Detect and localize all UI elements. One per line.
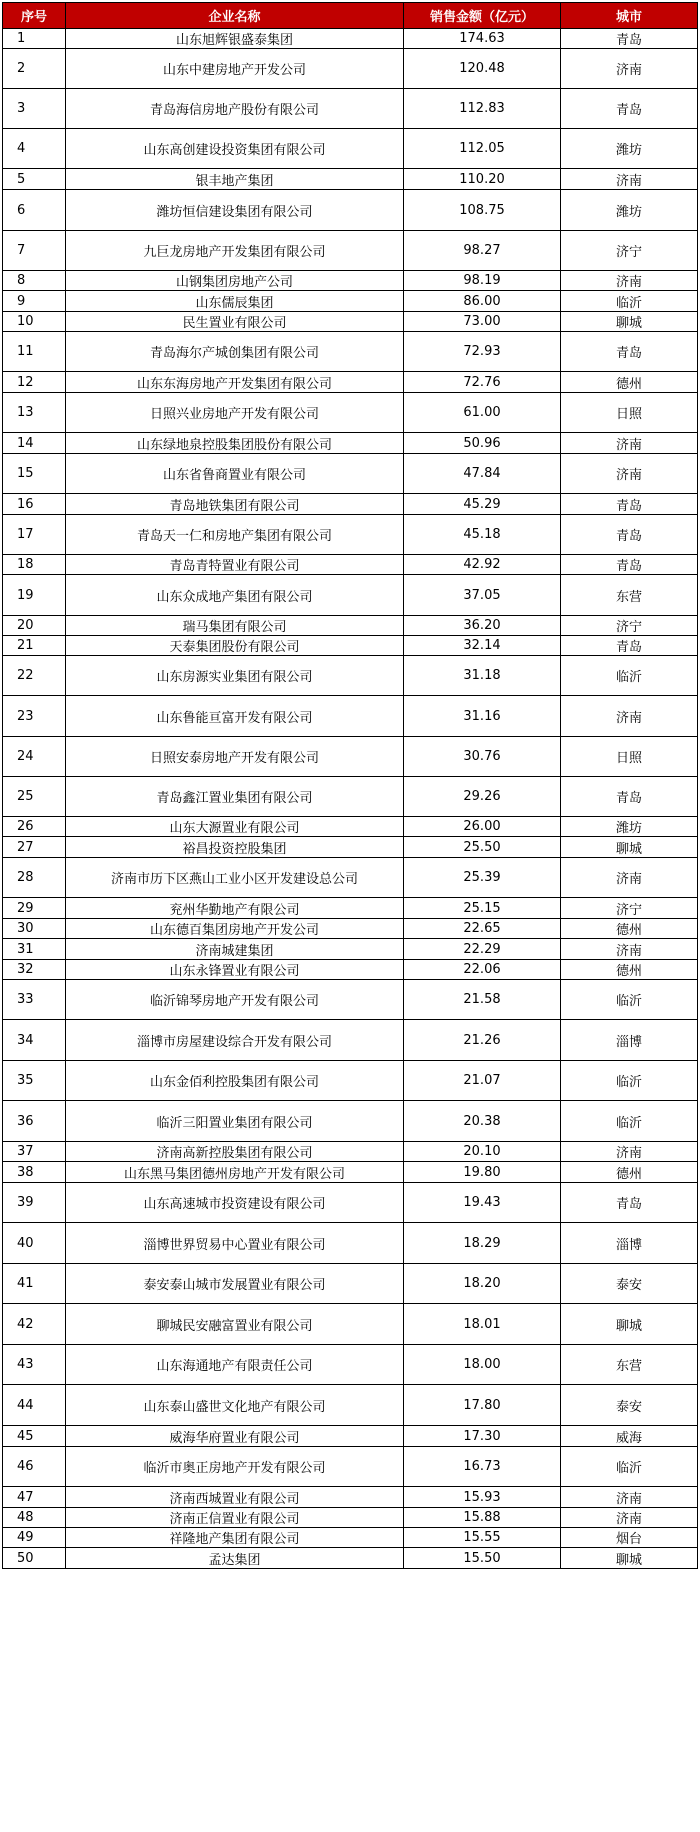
sales-amount: 19.80 [404,1162,561,1183]
table-row [3,939,698,960]
city: 聊城 [561,837,698,858]
company-name: 山东中建房地产开发公司 [66,49,404,89]
city: 临沂 [561,980,698,1020]
company-name: 山东黑马集团德州房地产开发有限公司 [66,1162,404,1183]
table-row [3,372,698,393]
company-name: 青岛海信房地产股份有限公司 [66,89,404,129]
table-row [3,29,698,49]
table-row [3,555,698,575]
company-name: 孟达集团 [66,1548,404,1569]
row-no: 17 [3,515,66,555]
table-row [3,494,698,515]
sales-amount: 50.96 [404,433,561,454]
row-no: 35 [3,1061,66,1101]
sales-amount: 18.29 [404,1223,561,1264]
city: 济宁 [561,231,698,271]
sales-amount: 15.93 [404,1487,561,1508]
company-name: 山东旭辉银盛泰集团 [66,29,404,49]
table-row [3,1508,698,1528]
row-no: 13 [3,393,66,433]
city: 青岛 [561,636,698,656]
company-name: 淄博市房屋建设综合开发有限公司 [66,1020,404,1061]
row-no: 41 [3,1264,66,1304]
sales-amount: 26.00 [404,817,561,837]
city: 聊城 [561,1548,698,1569]
city: 聊城 [561,312,698,332]
sales-amount: 32.14 [404,636,561,656]
city: 潍坊 [561,190,698,231]
sales-amount: 15.88 [404,1508,561,1528]
row-no: 43 [3,1345,66,1385]
sales-amount: 30.76 [404,737,561,777]
sales-amount: 72.93 [404,332,561,372]
company-name: 山东高速城市投资建设有限公司 [66,1183,404,1223]
company-name: 青岛海尔产城创集团有限公司 [66,332,404,372]
row-no: 34 [3,1020,66,1061]
row-no: 30 [3,919,66,939]
table-row [3,312,698,332]
sales-amount: 36.20 [404,616,561,636]
row-no: 14 [3,433,66,454]
table-row [3,49,698,89]
city: 济南 [561,169,698,190]
row-no: 8 [3,271,66,291]
header-no: 序号 [3,3,66,29]
company-name: 威海华府置业有限公司 [66,1426,404,1447]
table-row [3,1142,698,1162]
table-row [3,1385,698,1426]
header-city: 城市 [561,3,698,29]
row-no: 38 [3,1162,66,1183]
company-name: 山东大源置业有限公司 [66,817,404,837]
row-no: 25 [3,777,66,817]
company-name: 日照安泰房地产开发有限公司 [66,737,404,777]
sales-amount: 17.80 [404,1385,561,1426]
city: 泰安 [561,1385,698,1426]
city: 潍坊 [561,129,698,169]
sales-amount: 174.63 [404,29,561,49]
company-name: 临沂市奥正房地产开发有限公司 [66,1447,404,1487]
company-name: 济南高新控股集团有限公司 [66,1142,404,1162]
city: 德州 [561,372,698,393]
city: 日照 [561,393,698,433]
city: 临沂 [561,1061,698,1101]
table-row [3,89,698,129]
row-no: 33 [3,980,66,1020]
sales-amount: 20.10 [404,1142,561,1162]
sales-amount: 45.18 [404,515,561,555]
sales-amount: 72.76 [404,372,561,393]
row-no: 49 [3,1528,66,1548]
company-name: 民生置业有限公司 [66,312,404,332]
company-name: 瑞马集团有限公司 [66,616,404,636]
sales-amount: 47.84 [404,454,561,494]
company-name: 银丰地产集团 [66,169,404,190]
row-no: 29 [3,898,66,919]
row-no: 24 [3,737,66,777]
sales-amount: 22.29 [404,939,561,960]
row-no: 31 [3,939,66,960]
sales-amount: 120.48 [404,49,561,89]
table-row [3,231,698,271]
company-name: 济南西城置业有限公司 [66,1487,404,1508]
row-no: 21 [3,636,66,656]
city: 烟台 [561,1528,698,1548]
header-company-name: 企业名称 [66,3,404,29]
company-name: 山东德百集团房地产开发公司 [66,919,404,939]
company-name: 山东众成地产集团有限公司 [66,575,404,616]
sales-amount: 86.00 [404,291,561,312]
row-no: 47 [3,1487,66,1508]
row-no: 22 [3,656,66,696]
sales-amount: 21.58 [404,980,561,1020]
sales-amount: 29.26 [404,777,561,817]
city: 济南 [561,271,698,291]
sales-amount: 112.83 [404,89,561,129]
table-row [3,190,698,231]
row-no: 50 [3,1548,66,1569]
table-row [3,898,698,919]
city: 济南 [561,939,698,960]
city: 淄博 [561,1020,698,1061]
sales-amount: 18.00 [404,1345,561,1385]
city: 济南 [561,433,698,454]
row-no: 12 [3,372,66,393]
row-no: 19 [3,575,66,616]
row-no: 44 [3,1385,66,1426]
company-name: 裕昌投资控股集团 [66,837,404,858]
city: 威海 [561,1426,698,1447]
sales-amount: 45.29 [404,494,561,515]
table-header-row [3,3,698,29]
company-name: 祥隆地产集团有限公司 [66,1528,404,1548]
table-row [3,169,698,190]
company-name: 兖州华勤地产有限公司 [66,898,404,919]
sales-amount: 31.16 [404,696,561,737]
company-name: 山东海通地产有限责任公司 [66,1345,404,1385]
table-row [3,1426,698,1447]
sales-ranking-table [2,2,698,1569]
company-name: 山东高创建设投资集团有限公司 [66,129,404,169]
table-row [3,433,698,454]
city: 济南 [561,454,698,494]
city: 青岛 [561,494,698,515]
city: 东营 [561,575,698,616]
row-no: 20 [3,616,66,636]
sales-amount: 16.73 [404,1447,561,1487]
city: 淄博 [561,1223,698,1264]
company-name: 济南城建集团 [66,939,404,960]
company-name: 山东鲁能亘富开发有限公司 [66,696,404,737]
table-row [3,1020,698,1061]
sales-amount: 98.19 [404,271,561,291]
sales-amount: 21.26 [404,1020,561,1061]
table-row [3,980,698,1020]
company-name: 山东东海房地产开发集团有限公司 [66,372,404,393]
sales-amount: 31.18 [404,656,561,696]
row-no: 48 [3,1508,66,1528]
table-row [3,1101,698,1142]
company-name: 济南市历下区燕山工业小区开发建设总公司 [66,858,404,898]
table-row [3,837,698,858]
company-name: 山东泰山盛世文化地产有限公司 [66,1385,404,1426]
row-no: 39 [3,1183,66,1223]
table-row [3,636,698,656]
table-body [3,29,698,1569]
row-no: 9 [3,291,66,312]
sales-amount: 21.07 [404,1061,561,1101]
city: 日照 [561,737,698,777]
city: 德州 [561,1162,698,1183]
table-row [3,616,698,636]
table-row [3,393,698,433]
sales-amount: 37.05 [404,575,561,616]
company-name: 山钢集团房地产公司 [66,271,404,291]
company-name: 临沂三阳置业集团有限公司 [66,1101,404,1142]
table-row [3,696,698,737]
company-name: 青岛地铁集团有限公司 [66,494,404,515]
sales-amount: 22.65 [404,919,561,939]
row-no: 6 [3,190,66,231]
city: 聊城 [561,1304,698,1345]
table-row [3,960,698,980]
city: 青岛 [561,332,698,372]
city: 青岛 [561,777,698,817]
city: 泰安 [561,1264,698,1304]
city: 济宁 [561,898,698,919]
company-name: 天泰集团股份有限公司 [66,636,404,656]
company-name: 山东永锋置业有限公司 [66,960,404,980]
company-name: 山东儒辰集团 [66,291,404,312]
row-no: 23 [3,696,66,737]
city: 青岛 [561,29,698,49]
row-no: 15 [3,454,66,494]
city: 临沂 [561,656,698,696]
table-row [3,1548,698,1569]
sales-amount: 61.00 [404,393,561,433]
sales-amount: 73.00 [404,312,561,332]
city: 济南 [561,1508,698,1528]
company-name: 聊城民安融富置业有限公司 [66,1304,404,1345]
table-row [3,1487,698,1508]
table-row [3,1183,698,1223]
company-name: 淄博世界贸易中心置业有限公司 [66,1223,404,1264]
sales-amount: 15.50 [404,1548,561,1569]
city: 济南 [561,1487,698,1508]
company-name: 山东省鲁商置业有限公司 [66,454,404,494]
table-row [3,332,698,372]
sales-amount: 112.05 [404,129,561,169]
city: 临沂 [561,291,698,312]
table-row [3,271,698,291]
city: 济南 [561,696,698,737]
sales-amount: 17.30 [404,1426,561,1447]
company-name: 青岛天一仁和房地产集团有限公司 [66,515,404,555]
row-no: 2 [3,49,66,89]
table-row [3,1528,698,1548]
row-no: 32 [3,960,66,980]
row-no: 46 [3,1447,66,1487]
sales-amount: 108.75 [404,190,561,231]
header-sales-amount: 销售金额（亿元） [404,3,561,29]
company-name: 临沂锦琴房地产开发有限公司 [66,980,404,1020]
table-row [3,1447,698,1487]
company-name: 济南正信置业有限公司 [66,1508,404,1528]
city: 临沂 [561,1447,698,1487]
row-no: 36 [3,1101,66,1142]
row-no: 7 [3,231,66,271]
city: 济宁 [561,616,698,636]
company-name: 九巨龙房地产开发集团有限公司 [66,231,404,271]
company-name: 青岛鑫江置业集团有限公司 [66,777,404,817]
city: 潍坊 [561,817,698,837]
city: 济南 [561,858,698,898]
company-name: 日照兴业房地产开发有限公司 [66,393,404,433]
row-no: 42 [3,1304,66,1345]
sales-amount: 98.27 [404,231,561,271]
table-row [3,777,698,817]
city: 青岛 [561,555,698,575]
row-no: 4 [3,129,66,169]
row-no: 1 [3,29,66,49]
table-row [3,919,698,939]
row-no: 26 [3,817,66,837]
table-row [3,515,698,555]
row-no: 27 [3,837,66,858]
sales-amount: 25.50 [404,837,561,858]
table-row [3,1264,698,1304]
row-no: 40 [3,1223,66,1264]
city: 青岛 [561,1183,698,1223]
company-name: 山东房源实业集团有限公司 [66,656,404,696]
city: 青岛 [561,515,698,555]
sales-amount: 18.01 [404,1304,561,1345]
row-no: 10 [3,312,66,332]
table-row [3,737,698,777]
city: 德州 [561,960,698,980]
row-no: 18 [3,555,66,575]
row-no: 11 [3,332,66,372]
table-row [3,656,698,696]
table-row [3,1304,698,1345]
company-name: 潍坊恒信建设集团有限公司 [66,190,404,231]
row-no: 16 [3,494,66,515]
sales-amount: 19.43 [404,1183,561,1223]
city: 东营 [561,1345,698,1385]
company-name: 泰安泰山城市发展置业有限公司 [66,1264,404,1304]
city: 济南 [561,49,698,89]
table-row [3,1223,698,1264]
company-name: 青岛青特置业有限公司 [66,555,404,575]
company-name: 山东绿地泉控股集团股份有限公司 [66,433,404,454]
sales-amount: 42.92 [404,555,561,575]
row-no: 3 [3,89,66,129]
table-row [3,129,698,169]
table-row [3,817,698,837]
city: 青岛 [561,89,698,129]
company-name: 山东金佰利控股集团有限公司 [66,1061,404,1101]
sales-amount: 25.15 [404,898,561,919]
row-no: 5 [3,169,66,190]
table-row [3,454,698,494]
table-row [3,291,698,312]
table-row [3,1162,698,1183]
sales-amount: 110.20 [404,169,561,190]
table-row [3,858,698,898]
city: 济南 [561,1142,698,1162]
sales-amount: 15.55 [404,1528,561,1548]
sales-amount: 20.38 [404,1101,561,1142]
sales-amount: 22.06 [404,960,561,980]
table-row [3,575,698,616]
city: 临沂 [561,1101,698,1142]
sales-amount: 25.39 [404,858,561,898]
table-row [3,1345,698,1385]
sales-amount: 18.20 [404,1264,561,1304]
row-no: 37 [3,1142,66,1162]
city: 德州 [561,919,698,939]
table-row [3,1061,698,1101]
row-no: 28 [3,858,66,898]
row-no: 45 [3,1426,66,1447]
